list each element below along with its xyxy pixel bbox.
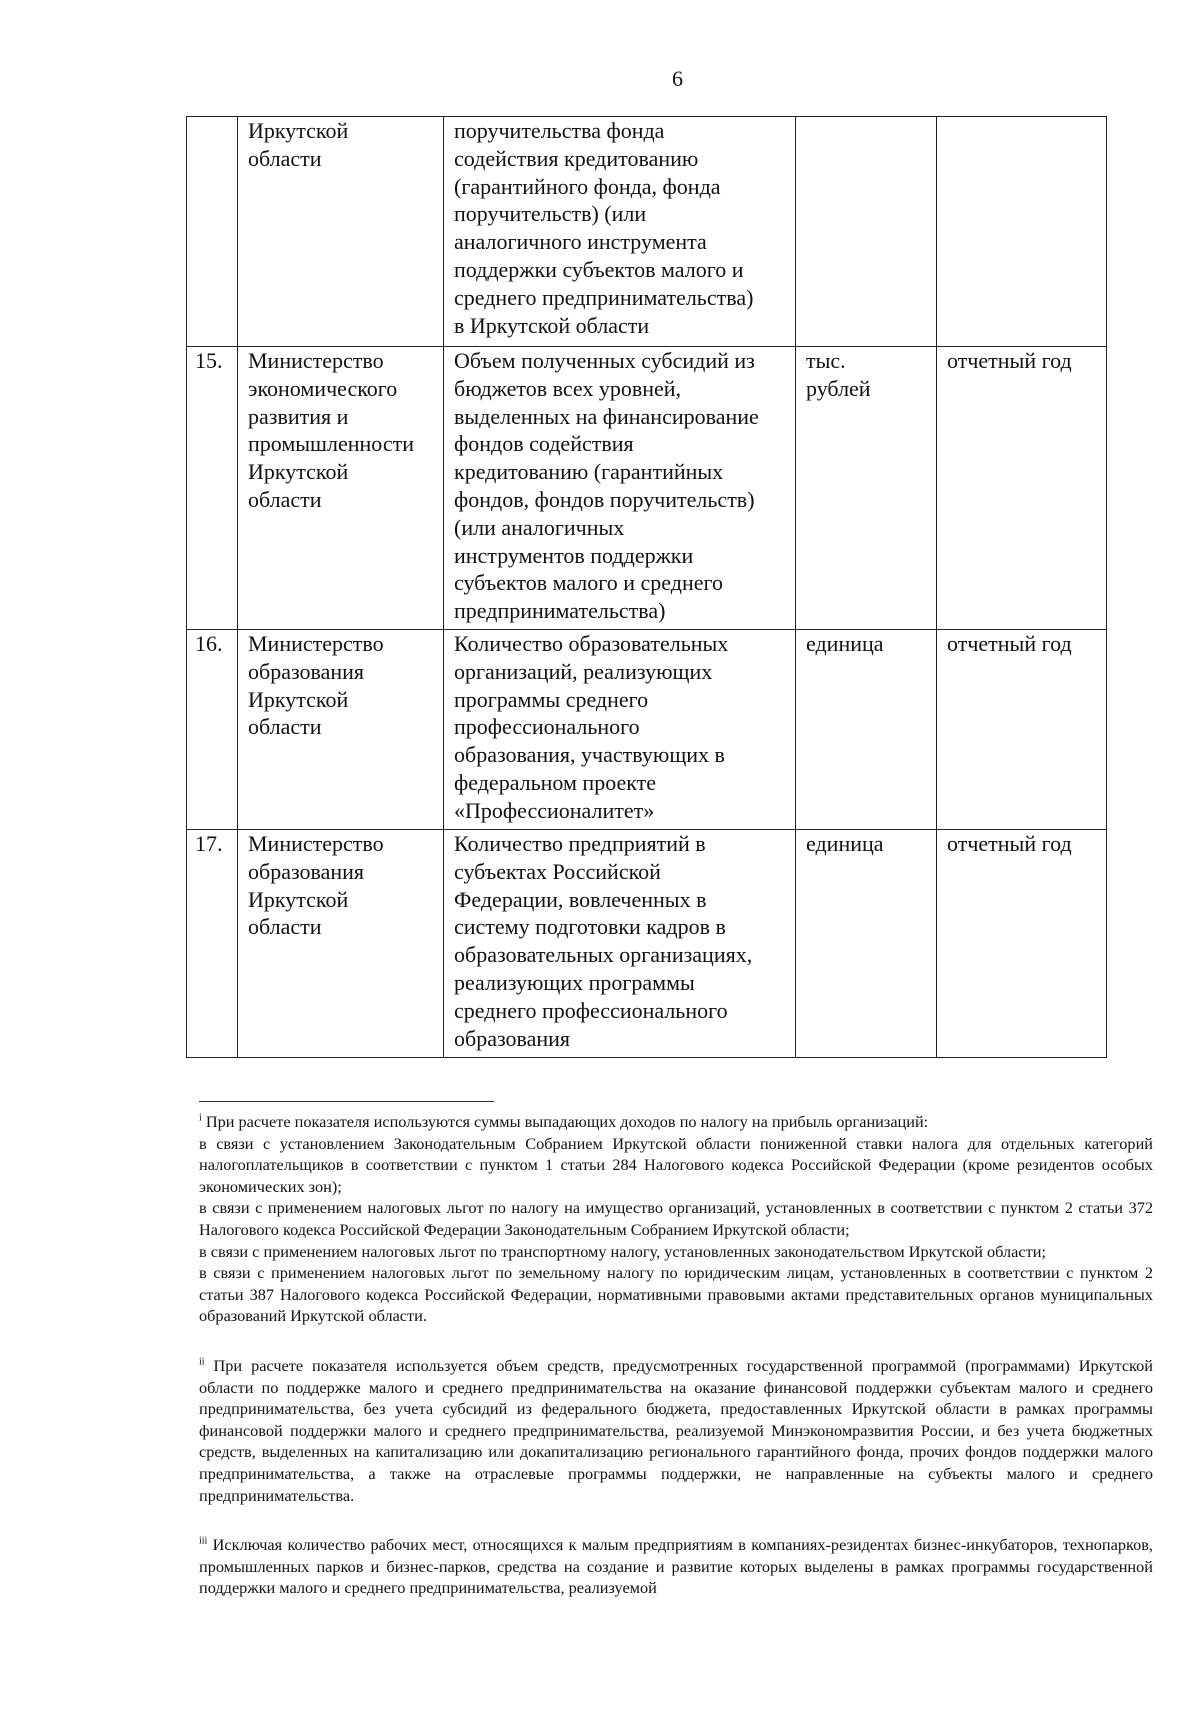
footnotes	[199, 1111, 1153, 1627]
footnote-mark: iii	[199, 1535, 208, 1547]
footnote-paragraph: в связи с применением налоговых льгот по земельному налогу по юридическим лицам, установленных в соответствии с пунктом 2 статьи 387 Налогового кодекса Российской Федерации, нормативными правовыми актами представительных органов муниципальных образований Иркутской области.	[199, 1263, 1153, 1326]
table-row	[187, 117, 1107, 347]
footnote-paragraph: в связи с установлением Законодательным Собранием Иркутской области пониженной ставки налога для отдельных категорий налогоплательщиков в соответствии с пунктом 1 статьи 284 Налогового кодекса Российской Федерации (кроме резидентов особых экономических зон);	[199, 1133, 1153, 1196]
row-agency: Министерство экономического развития и промышленности Иркутской области	[238, 347, 444, 630]
row-period: отчетный год	[937, 830, 1107, 1058]
row-indicator: Количество образовательных организаций, реализующих программы среднего профессионального образования, участвующих в федеральном проекте «Профессионалитет»	[444, 630, 796, 830]
footnote-iii	[199, 1534, 1153, 1599]
row-indicator: Объем полученных субсидий из бюджетов всех уровней, выделенных на финансирование фондов содействия кредитованию (гарантийных фондов, фондов поручительств) (или аналогичных инструментов поддержки субъектов малого и среднего предпринимательства)	[444, 347, 796, 630]
footnote-ii	[199, 1355, 1153, 1506]
row-indicator: поручительства фонда содействия кредитованию (гарантийного фонда, фонда поручительств) (или аналогичного инструмента поддержки субъектов малого и среднего предпринимательства) в Иркутской области	[444, 117, 796, 347]
table-row	[187, 347, 1107, 630]
footnote-text: При расчете показателя используется объем средств, предусмотренных государственной программой (программами) Иркутской области по поддержке малого и среднего предпринимательства на оказание финансовой поддержки субъектам малого и среднего предпринимательства, без учета субсидий из федерального бюджета, предоставленных Иркутской области в рамках программы финансовой поддержки малого и среднего предпринимательства, реализуемой Минэкономразвития России, и без учета бюджетных средств, выделенных на капитализацию или докапитализацию регионального гарантийного фонда, прочих фондов поддержки малого предпринимательства, а также на отраслевые программы поддержки, не направленные на субъекты малого и среднего предпринимательства.	[199, 1355, 1153, 1505]
footnote-paragraph	[199, 1111, 1153, 1133]
row-unit: единица	[796, 630, 937, 830]
row-number	[187, 117, 238, 347]
row-unit: тыс. рублей	[796, 347, 937, 630]
row-number: 17.	[187, 830, 238, 1058]
footnote-paragraph: в связи с применением налоговых льгот по транспортному налогу, установленных законодательством Иркутской области;	[199, 1241, 1046, 1261]
row-agency: Иркутской области	[238, 117, 444, 347]
row-agency: Министерство образования Иркутской области	[238, 630, 444, 830]
footnote-paragraph: в связи с применением налоговых льгот по налогу на имущество организаций, установленных в соответствии с пунктом 2 статьи 372 Налогового кодекса Российской Федерации Законодательным Собранием Иркутской области;	[199, 1198, 1153, 1239]
row-agency: Министерство образования Иркутской области	[238, 830, 444, 1058]
footnote-mark: i	[199, 1112, 202, 1124]
footnote-mark: ii	[199, 1356, 205, 1368]
row-period: отчетный год	[937, 630, 1107, 830]
footnote-separator	[199, 1101, 494, 1102]
table-row	[187, 830, 1107, 1058]
table-row	[187, 630, 1107, 830]
footnote-text: Исключая количество рабочих мест, относящихся к малым предприятиям в компаниях-резидентах бизнес-инкубаторов, технопарков, промышленных парков и бизнес-парков, средства на создание и развитие которых выделены в рамках программы государственной поддержки малого и среднего предпринимательства, реализуемой	[199, 1535, 1153, 1598]
row-period: отчетный год	[937, 347, 1107, 630]
footnote-paragraph	[199, 1534, 1153, 1599]
row-period	[937, 117, 1107, 347]
row-unit: единица	[796, 830, 937, 1058]
row-indicator: Количество предприятий в субъектах Российской Федерации, вовлеченных в систему подготовки кадров в образовательных организациях, реализующих программы среднего профессионального образования	[444, 830, 796, 1058]
indicators-table	[186, 116, 1107, 1058]
footnote-paragraph	[199, 1355, 1153, 1506]
row-unit	[796, 117, 937, 347]
page-number: 6	[672, 66, 683, 91]
row-number: 15.	[187, 347, 238, 630]
row-number: 16.	[187, 630, 238, 830]
footnote-i	[199, 1111, 1153, 1327]
footnote-text: При расчете показателя используются суммы выпадающих доходов по налогу на прибыль организаций:	[205, 1112, 929, 1131]
